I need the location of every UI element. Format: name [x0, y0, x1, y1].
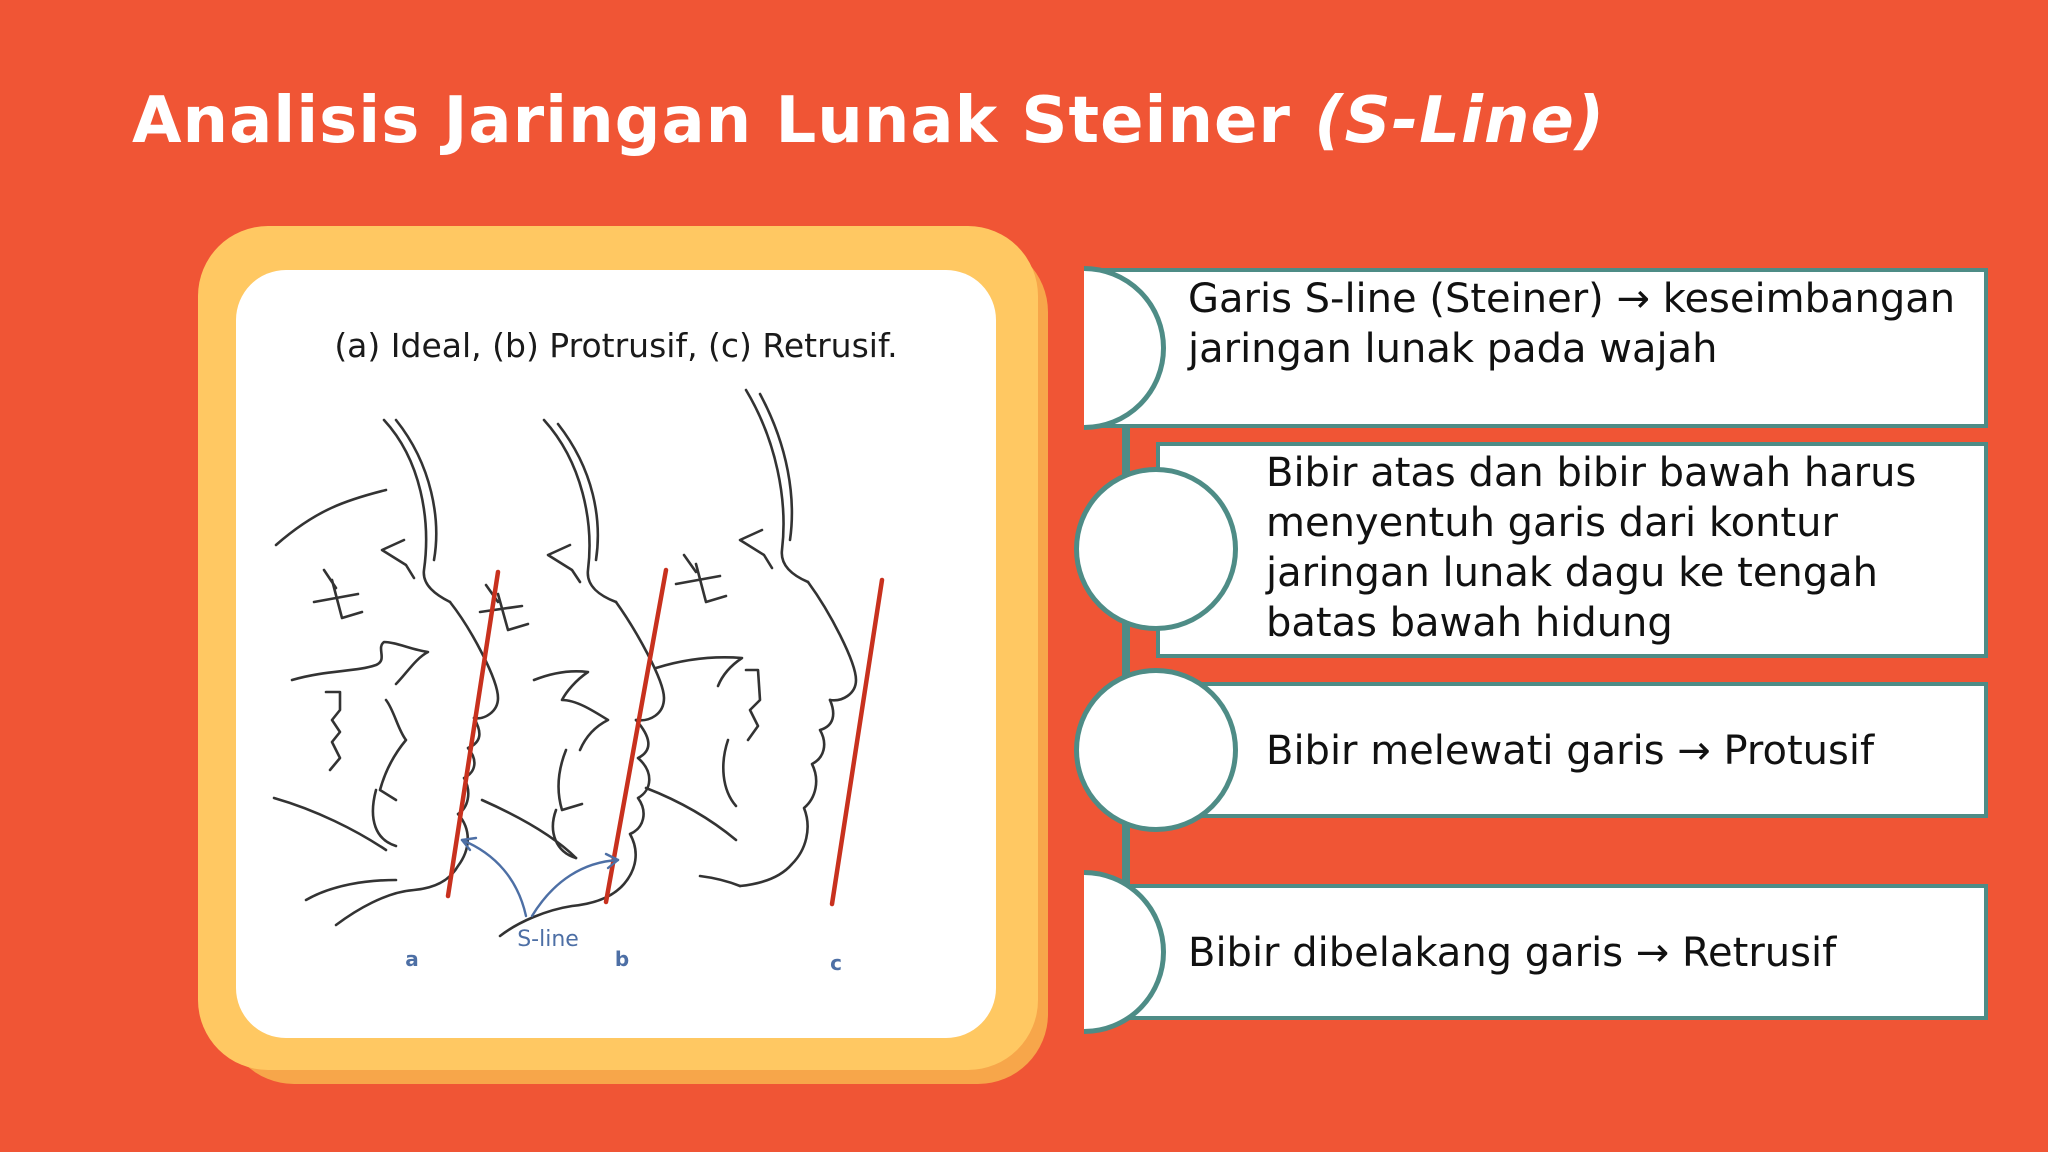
- profile-b-palate: [534, 671, 608, 750]
- point-circle-3: [1074, 668, 1238, 832]
- point-text-1: Garis S-line (Steiner) → keseimbangan jaringan lunak pada wajah: [1188, 276, 1956, 372]
- profile-a-ear: [314, 570, 362, 618]
- profile-a-jaw: [274, 798, 396, 900]
- figure-label-b: b: [614, 947, 630, 971]
- slide-title-main: Analisis Jaringan Lunak Steiner: [132, 84, 1315, 158]
- profile-b: [480, 420, 664, 936]
- profile-a-palate: [292, 642, 428, 684]
- profile-c-ear: [676, 555, 726, 602]
- profile-c-forehead: [746, 390, 808, 582]
- profile-c-jaw: [646, 788, 740, 886]
- slide-title: [132, 84, 1605, 158]
- profile-b-forehead: [544, 420, 616, 602]
- sline-label: S-line: [517, 927, 579, 952]
- figure-label-a: a: [405, 947, 419, 971]
- profile-a-forehead: [384, 420, 450, 602]
- profile-c-orbit: [740, 530, 772, 568]
- profile-b-ear: [480, 585, 528, 630]
- point-text-3: Bibir melewati garis → Protusif: [1266, 728, 1875, 774]
- slide-title-italic: (S-Line): [1314, 84, 1606, 158]
- profile-a-orbit: [382, 540, 414, 578]
- profile-b-inner: [558, 424, 598, 560]
- arrow-to-b: [532, 860, 618, 916]
- arrow-to-a: [462, 840, 526, 916]
- point-text-2: Bibir atas dan bibir bawah harus menyentuh garis dari kontur jaringan lunak dagu ke tengah batas bawah hidung: [1266, 450, 1917, 646]
- profile-c-nose: [808, 582, 856, 700]
- profile-a: [274, 420, 498, 925]
- profile-b-orbit: [548, 545, 580, 582]
- profile-c-lips: [740, 700, 833, 886]
- point-circle-2: [1074, 467, 1238, 631]
- sline-a: [448, 572, 498, 896]
- point-text-4: Bibir dibelakang garis → Retrusif: [1188, 930, 1837, 976]
- profile-c: [646, 390, 856, 886]
- profile-c-teeth: [723, 670, 760, 806]
- figure-caption: (a) Ideal, (b) Protrusif, (c) Retrusif.: [334, 326, 898, 365]
- figure-panel: [236, 270, 996, 1038]
- figure-label-c: c: [830, 951, 842, 975]
- profile-a-inner: [396, 420, 436, 560]
- sline-profile-figure: [236, 380, 996, 1020]
- sline-c: [832, 580, 882, 904]
- profile-a-skull: [276, 490, 386, 545]
- profile-c-palate: [656, 657, 742, 686]
